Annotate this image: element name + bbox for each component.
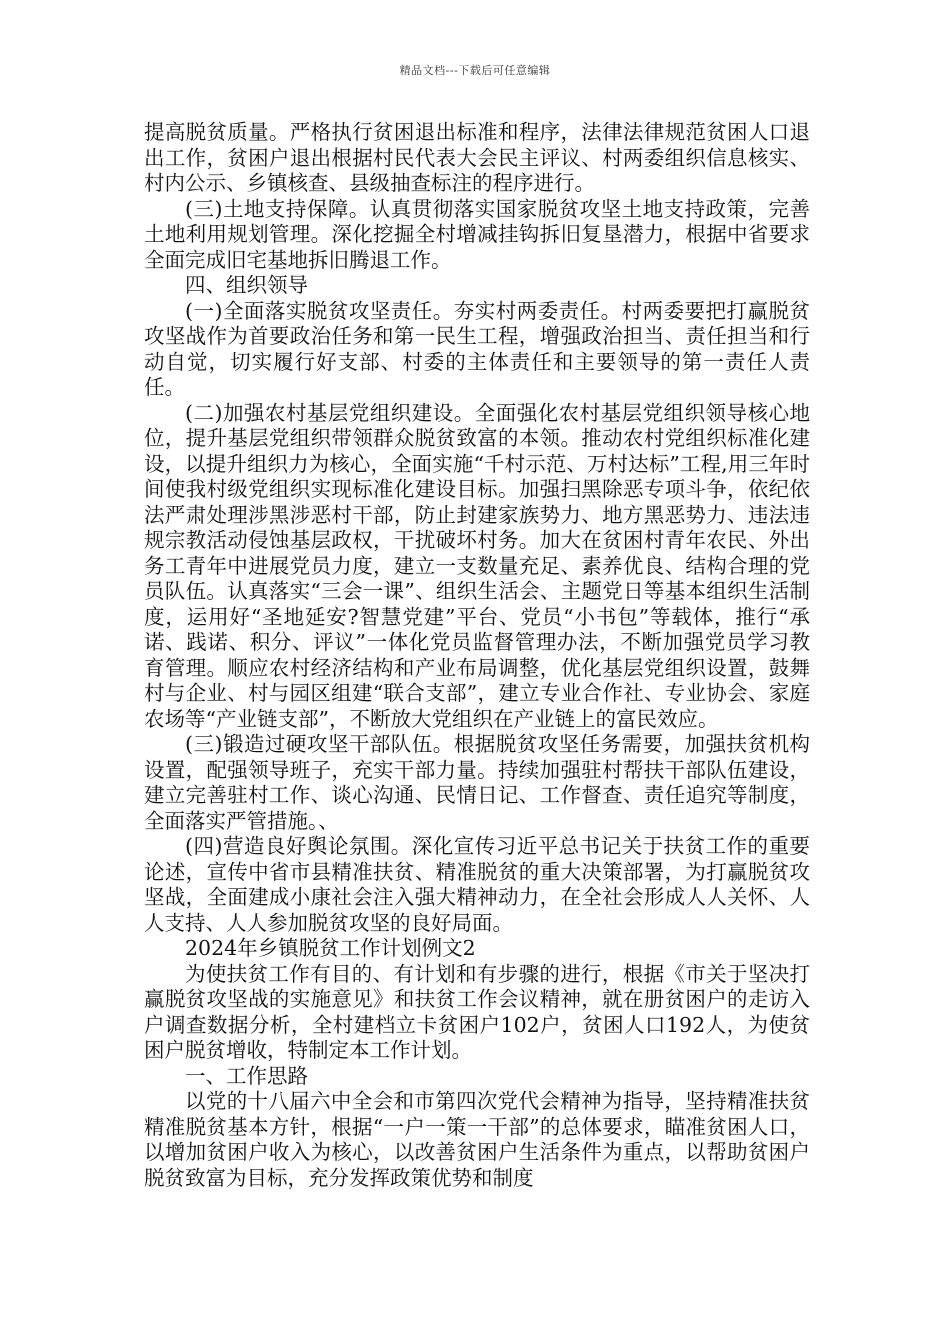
- paragraph-2: (三)土地支持保障。认真贯彻落实国家脱贫攻坚土地支持政策，完善土地利用规划管理。深化挖掘全村增减挂钩拆旧复垦潜力，根据中省要求全面完成旧宅基地拆旧腾退工作。: [144, 196, 810, 272]
- document-body: [144, 120, 810, 1191]
- section-heading-organization: 四、组织领导: [185, 273, 308, 297]
- paragraph-9: 为使扶贫工作有目的、有计划和有步骤的进行，根据《市关于坚决打赢脱贫攻坚战的实施意见》和扶贫工作会议精神，就在册贫困户的走访入户调查数据分析，全村建档立卡贫困户102户，贫困人口192人，为使贫困户脱贫增收，特制定本工作计划。: [144, 961, 810, 1062]
- section-heading-work-approach: 一、工作思路: [185, 1063, 308, 1088]
- paragraph-5: (二)加强农村基层党组织建设。全面强化农村基层党组织领导核心地位，提升基层党组织带领群众脱贫致富的本领。推动农村党组织标准化建设，以提升组织力为核心，全面实施“千村示范、万村达标”工程,用三年时间使我村级党组织实现标准化建设目标。加强扫黑除恶专项斗争，依纪依法严肃处理涉黑涉恶村干部，防止封建家族势力、地方黑恶势力、违法违规宗教活动侵蚀基层政权，干扰破坏村务。加大在贫困村青年农民、外出务工青年中进展党员力度，建立一支数量充足、素养优良、结构合理的党员队伍。认真落实“三会一课”、组织生活会、主题党日等基本组织生活制度，运用好“圣地延安?智慧党建”平台、党员“小书包”等载体，推行“承诺、践诺、积分、评议”一体化党员监督管理办法，不断加强党员学习教育管理。顺应农村经济结构和产业布局调整，优化基层党组织设置，鼓舞村与企业、村与园区组建“联合支部”，建立专业合作社、专业协会、家庭农场等“产业链支部”，不断放大党组织在产业链上的富民效应。: [144, 400, 810, 731]
- paragraph-11: 以党的十八届六中全会和市第四次党代会精神为指导，坚持精准扶贫精准脱贫基本方针，根据“一户一策一干部”的总体要求，瞄准贫困人口，以增加贫困户收入为核心，以改善贫困户生活条件为重点，以帮助贫困户脱贫致富为目标，充分发挥政策优势和制度: [144, 1089, 810, 1190]
- document-title-example-2: 2024年乡镇脱贫工作计划例文2: [185, 936, 476, 960]
- paragraph-1: 提高脱贫质量。严格执行贫困退出标准和程序，法律法律规范贫困人口退出工作，贫困户退出根据村民代表大会民主评议、村两委组织信息核实、村内公示、乡镇核查、县级抽查标注的程序进行。: [144, 120, 810, 195]
- paragraph-7: (四)营造良好舆论氛围。深化宣传习近平总书记关于扶贫工作的重要论述，宣传中省市县精准扶贫、精准脱贫的重大决策部署，为打赢脱贫攻坚战，全面建成小康社会注入强大精神动力，在全社会形成人人关怀、人人支持、人人参加脱贫攻坚的良好局面。: [144, 834, 810, 935]
- paragraph-6: (三)锻造过硬攻坚干部队伍。根据脱贫攻坚任务需要，加强扶贫机构设置，配强领导班子，充实干部力量。持续加强驻村帮扶干部队伍建设，建立完善驻村工作、谈心沟通、民情日记、工作督查、责任追究等制度，全面落实严管措施。、: [144, 732, 810, 833]
- paragraph-4: (一)全面落实脱贫攻坚责任。夯实村两委责任。村两委要把打赢脱贫攻坚战作为首要政治任务和第一民生工程，增强政治担当、责任担当和行动自觉，切实履行好支部、村委的主体责任和主要领导的第一责任人责任。: [144, 298, 810, 399]
- page-header: 精品文档---下载后可任意编辑: [399, 64, 551, 77]
